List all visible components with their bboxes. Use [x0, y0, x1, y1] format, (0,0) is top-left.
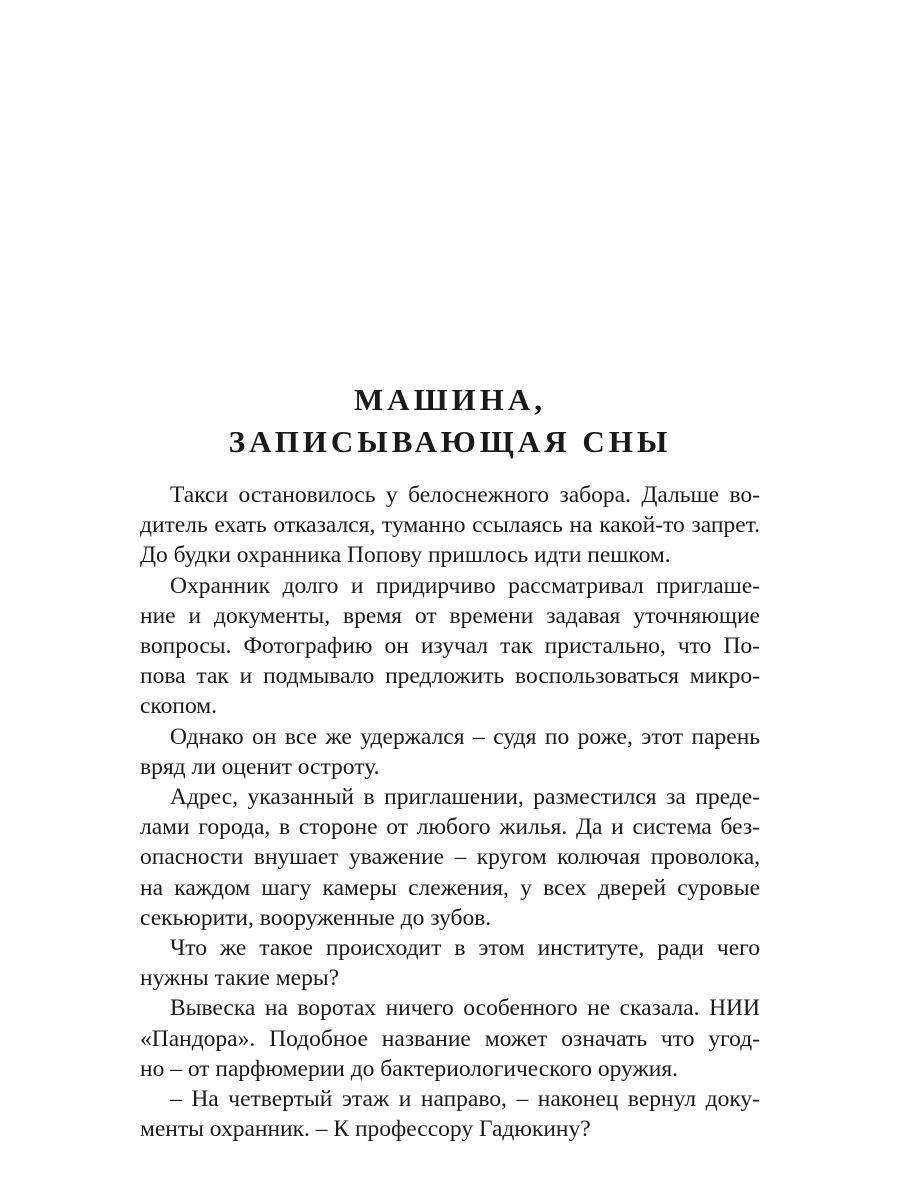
text-line: До будки охранника Попову пришлось идти пешком. [140, 542, 671, 569]
text-line: «Пандора». Подобное название может означать что угод- [140, 1025, 760, 1052]
text-line: нужны такие меры? [140, 965, 340, 992]
chapter-title-line-1: МАШИНА, [353, 382, 547, 417]
text-line: опасности внушает уважение – кругом колючая проволока, [140, 844, 760, 871]
text-line: но – от парфюмерии до бактериологического оружия. [140, 1055, 678, 1082]
text-line: лами города, в стороне от любого жилья. Да и система без- [140, 814, 760, 841]
text-line: дитель ехать отказался, туманно ссылаясь на какой-то запрет. [140, 512, 760, 539]
text-line: Вывеска на воротах ничего особенного не сказала. НИИ [170, 995, 760, 1022]
text-line: на каждом шагу камеры слежения, у всех дверей суровые [140, 874, 760, 901]
text-line: Такси остановилось у белоснежного забора. Дальше во- [170, 482, 760, 508]
text-line: Адрес, указанный в приглашении, разместился за преде- [170, 784, 760, 811]
text-line: – На четвертый этаж и направо, – наконец вернул доку- [170, 1086, 760, 1113]
text-line: Однако он все же удержался – судя по роже, этот парень [170, 723, 760, 750]
text-line: ние и документы, время от времени задавая уточняющие [140, 602, 760, 629]
text-line: вряд ли оценит остроту. [140, 753, 380, 780]
chapter-body-text [140, 480, 760, 1144]
chapter-title-line-2: ЗАПИСЫВАЮЩАЯ СНЫ [228, 424, 672, 459]
text-line: скопом. [140, 693, 218, 720]
text-line: вопросы. Фотографию он изучал так пристально, что По- [140, 633, 760, 660]
text-line: секьюрити, вооруженные до зубов. [140, 904, 492, 931]
text-line: пова так и подмывало предложить воспользоваться микро- [140, 663, 760, 690]
text-line: Что же такое происходит в этом институте, ради чего [170, 935, 760, 962]
text-line: менты охранник. – К профессору Гадюкину? [140, 1116, 591, 1143]
text-line: Охранник долго и придирчиво рассматривал приглаше- [170, 572, 760, 599]
